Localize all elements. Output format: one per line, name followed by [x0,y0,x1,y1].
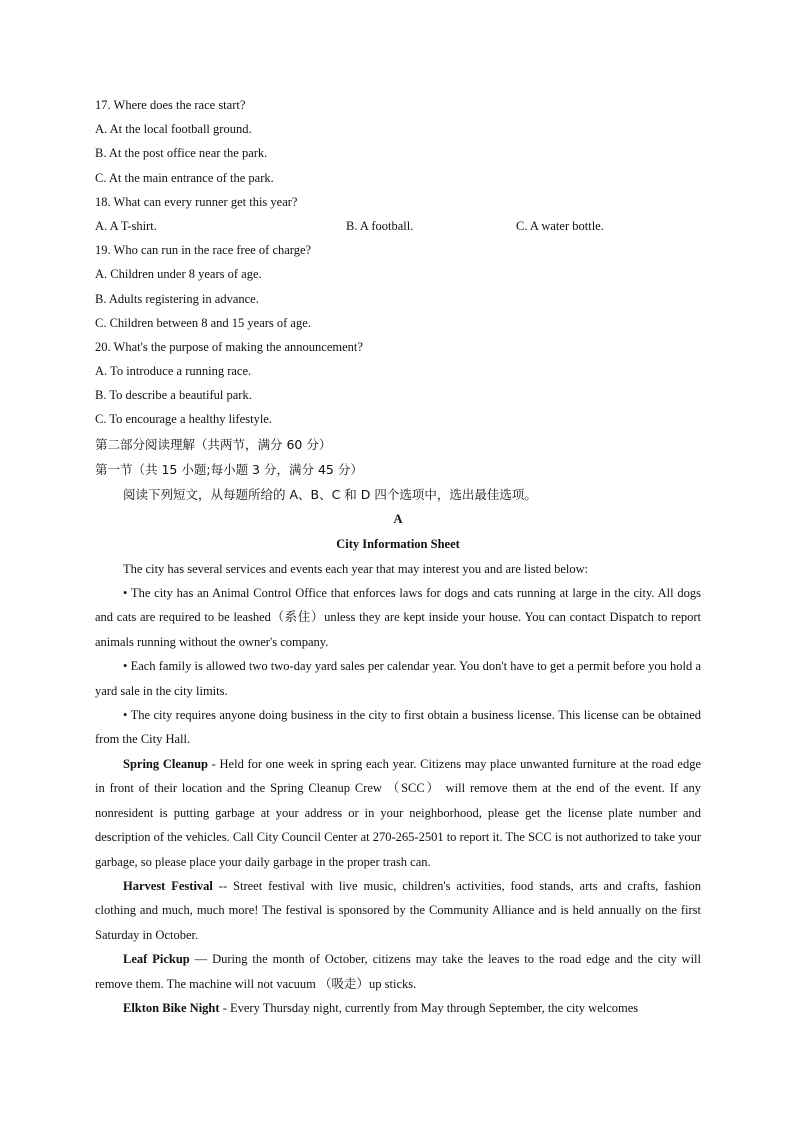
option-a: A. At the local football ground. [95,122,252,137]
passage-intro: The city has several services and events each year that may interest you and are listed below: [123,561,589,576]
passage-letter: A [393,511,403,526]
leaf-pickup-heading: Leaf Pickup [123,952,190,967]
question-17 [95,93,701,190]
bullet-yard-sales: • Each family is allowed two two-day yard sales per calendar year. You don't have to get a permit before you hold a yard sale in the city limits. [95,659,701,698]
bike-night-heading: Elkton Bike Night [123,1000,220,1015]
question-19 [95,238,701,335]
option-c: C. To encourage a healthy lifestyle. [95,412,272,427]
option-b: B. To describe a beautiful park. [95,388,252,403]
question-text: 19. Who can run in the race free of charge? [95,243,312,258]
section-title: 第一节（共 15 小题;每小题 3 分，满分 45 分） [95,461,363,477]
option-a: A. To introduce a running race. [95,364,252,379]
option-a: A. Children under 8 years of age. [95,267,262,282]
question-text: 17. Where does the race start? [95,98,246,112]
question-text: 18. What can every runner get this year? [95,194,298,209]
options-row [95,214,701,238]
question-text: 20. What's the purpose of making the announcement? [95,339,363,354]
option-b: B. A football. [346,218,414,233]
part-title: 第二部分阅读理解（共两节，满分 60 分） [95,436,332,452]
bullet-animal-control: • The city has an Animal Control Office that enforces laws for dogs and cats running at large in the city. All dogs and cats are required to be leashed（系住）unless they are kept inside your house. You can contact Dispatch to report animals running without the owner's company. [95,586,701,649]
passage-title: City Information Sheet [336,536,460,551]
leaf-pickup-paragraph [95,947,701,996]
option-b: B. At the post office near the park. [95,146,268,161]
spring-cleanup-paragraph [95,752,701,874]
option-c: C. A water bottle. [516,218,604,233]
option-c: C. Children between 8 and 15 years of age. [95,315,311,330]
option-c: C. At the main entrance of the park. [95,170,274,185]
instruction: 阅读下列短文，从每题所给的 A、B、C 和 D 四个选项中，选出最佳选项。 [123,486,537,502]
bullet-business-license: • The city requires anyone doing business in the city to first obtain a business license. This license can be obtained from the City Hall. [95,708,701,747]
leaf-pickup-text: — During the month of October, citizens may take the leaves to the road edge and the city will remove them. The machine will not vacuum （吸走）up sticks. [95,952,701,991]
spring-cleanup-text: - Held for one week in spring each year. Citizens may place unwanted furniture at the road edge in front of their location and the Spring Cleanup Crew （SCC） will remove them at the end of the event. If any nonresident is putting garbage at your address or in your neighborhood, please get the license plate number and description of the vehicles. Call City Council Center at 270-265-2501 to report it. The SCC is not authorized to take your garbage, so please place your daily garbage in the proper trash can. [95,756,701,869]
harvest-festival-text: -- Street festival with live music, children's activities, food stands, arts and crafts, fashion clothing and much, much more! The festival is sponsored by the Community Alliance and is held annually on the first Saturday in October. [95,878,701,942]
question-20 [95,335,701,432]
spring-cleanup-heading: Spring Cleanup [123,756,208,771]
option-b: B. Adults registering in advance. [95,291,259,306]
harvest-festival-heading: Harvest Festival [123,878,213,893]
option-a: A. A T-shirt. [95,218,157,233]
document-page [95,93,701,1020]
harvest-festival-paragraph [95,874,701,947]
bike-night-paragraph [95,996,701,1020]
question-18 [95,190,701,238]
bike-night-text: - Every Thursday night, currently from May through September, the city welcomes [219,1000,639,1015]
